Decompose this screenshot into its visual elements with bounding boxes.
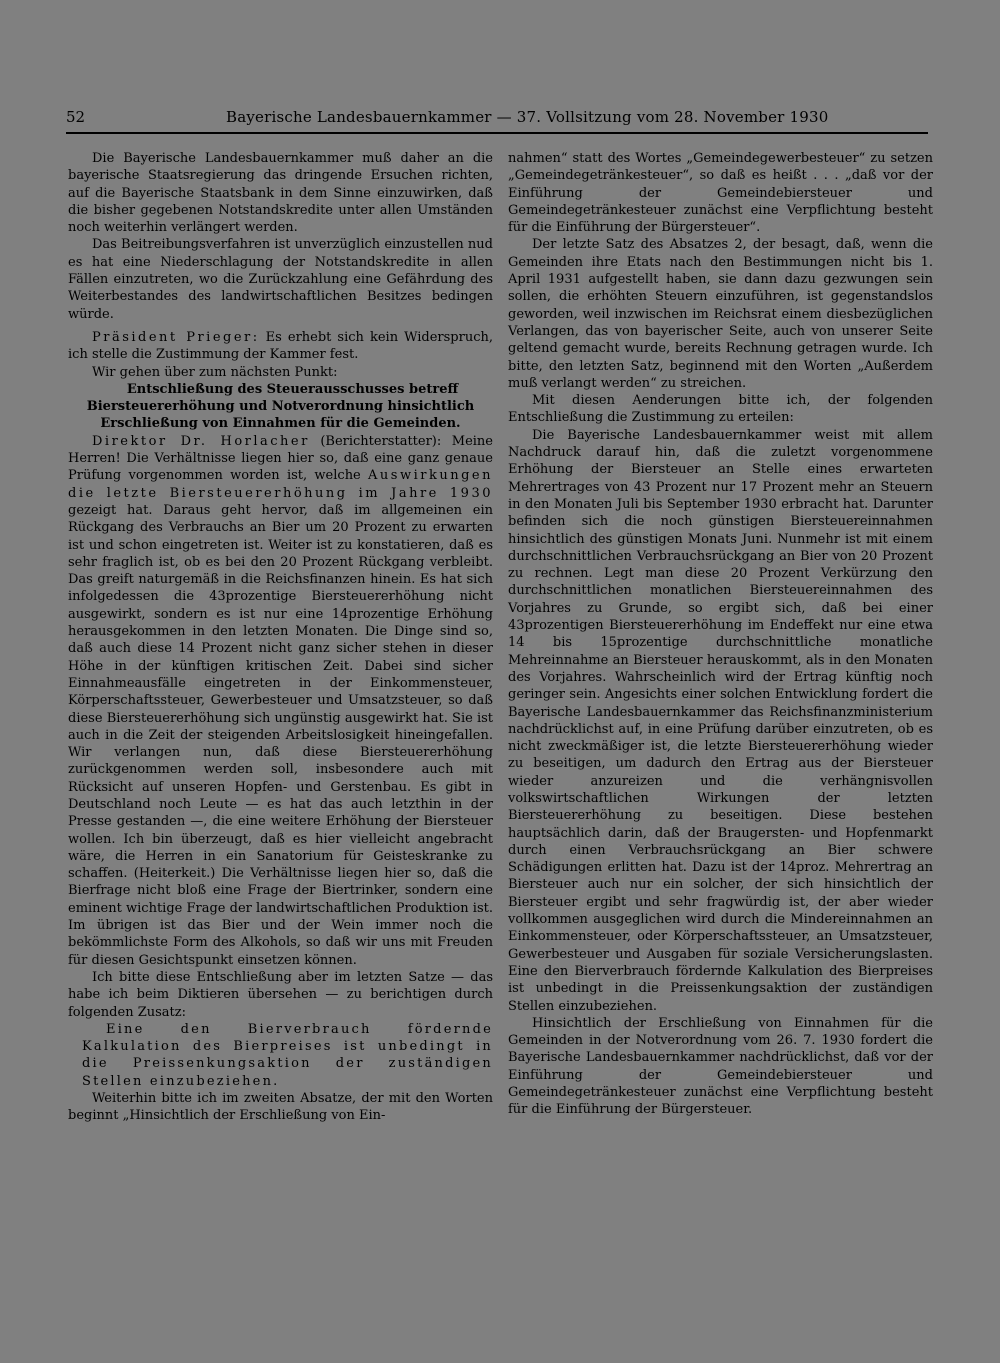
speaker-text: Es erhebt sich kein Widerspruch, ich stelle die Zustimmung der Kammer fest. bbox=[68, 329, 493, 363]
left-column bbox=[68, 150, 493, 1125]
page-header bbox=[66, 106, 928, 134]
paragraph bbox=[68, 329, 493, 364]
paragraph: Die Bayerische Landesbauernkammer weist mit allem Nachdruck darauf hin, daß die zuletzt vorgenommene Erhöhung der Biersteuer an Stelle eines erwarteten Mehrertrages von 43 Prozent nur 17 Prozent mehr an Steuern in den Monaten Juli bis September 1930 erbracht hat. Darunter befinden sich die noch günstigen Biersteuereinnahmen hinsichtlich des günstigen Monats Juni. Nunmehr ist mit einem durchschnittlichen Verbrauchsrückgang an Bier von 20 Prozent zu rechnen. Legt man diese 20 Prozent Verkürzung den durchschnittlichen monatlichen Biersteuereinnahmen des Vorjahres zu Grunde, so ergibt sich, daß bei einer 43prozentigen Biersteuererhöhung im Endeffekt nur eine etwa 14 bis 15prozentige durchschnittliche monatliche Mehreinnahme an Biersteuer herauskommt, als in den Monaten des Vorjahres. Wahrscheinlich wird der Ertrag künftig noch geringer sein. Angesichts einer solchen Entwicklung fordert die Bayerische Landesbauernkammer das Reichsfinanzministerium nachdrücklichst auf, in eine Prüfung darüber einzutreten, ob es nicht zweckmäßiger ist, die letzte Biersteuererhöhung wieder zu beseitigen, um dadurch den Ertrag aus der Biersteuer wieder anzureizen und die verhängnisvollen volkswirtschaftlichen Wirkungen der letzten Biersteuererhöhung zu beseitigen. Diese bestehen hauptsächlich darin, daß der Braugersten- und Hopfenmarkt durch einen Verbrauchsrückgang an Bier schwere Schädigungen erlitten hat. Dazu ist der 14proz. Mehrertrag an Biersteuer auch nur ein solcher, der sich hinsichtlich der Biersteuer ergibt und sehr fragwürdig ist, der aber wieder vollkommen ausgeglichen wird durch die Mindereinnahmen an Einkommensteuer, oder Körperschaftssteuer, an Umsatzsteuer, Gewerbesteuer und Ausgaben für soziale Versicherungslasten. Eine den Bierverbrauch fördernde Kalkulation des Bierpreises ist unbedingt in die Preissenkungsaktion der zuständigen Stellen einzubeziehen. bbox=[508, 427, 933, 1014]
emphasized-text: Auswirkungen die letzte Biersteuererhöhung im Jahre 1930 bbox=[68, 468, 493, 501]
section-heading: Entschließung des Steuerausschusses betreff Biersteuererhöhung und Notverordnung hinsichtlich Erschließung von Einnahmen für die Gemeinden. bbox=[86, 381, 475, 432]
paragraph: Das Beitreibungsverfahren ist unverzüglich einzustellen nud es hat eine Niederschlagung der Notstandskredite in allen Fällen einzutreten, wo die Zurückzahlung eine Gefährdung des Weiterbestandes des landwirtschaftlichen Besitzes bedingen würde. bbox=[68, 237, 493, 322]
paragraph bbox=[68, 433, 493, 969]
paragraph: Ich bitte diese Entschließung aber im letzten Satze — das habe ich beim Diktieren übersehen — zu berichtigen durch folgenden Zusatz: bbox=[68, 969, 493, 1020]
paragraph: Die Bayerische Landesbauernkammer muß daher an die bayerische Staatsregierung das dringende Ersuchen richten, auf die Bayerische Staatsbank in dem Sinne einzuwirken, daß die bisher gegebenen Notstandskredite unter allen Umständen noch weiterhin verlängert werden. bbox=[68, 151, 493, 236]
speaker-name: Präsident Prieger: bbox=[92, 329, 260, 345]
speaker-text: (Berichterstatter): Meine Herren! Die Verhältnisse liegen hier so, daß eine ganz genaue Prüfung vorgenommen worden ist, welche bbox=[68, 433, 493, 484]
paragraph: Weiterhin bitte ich im zweiten Absatze, der mit den Worten beginnt „Hinsichtlich der Erschließung von Ein- bbox=[68, 1091, 493, 1124]
quoted-addition: Eine den Bierverbrauch fördernde Kalkulation des Bierpreises ist unbedingt in die Preissenkungsaktion der zuständigen Stellen einzubeziehen. bbox=[82, 1021, 493, 1089]
paragraph: Wir gehen über zum nächsten Punkt: bbox=[92, 364, 338, 380]
running-title: Bayerische Landesbauernkammer — 37. Vollsitzung vom 28. November 1930 bbox=[226, 108, 829, 126]
paragraph: Hinsichtlich der Erschließung von Einnahmen für die Gemeinden in der Notverordnung vom 26. 7. 1930 fordert die Bayerische Landesbauernkammer nachdrücklichst, daß vor der Einführung der Gemeindebiersteuer und Gemeindegetränkesteuer zunächst eine Verpflichtung besteht für die Einführung der Bürgersteuer. bbox=[508, 1015, 933, 1118]
paragraph: nahmen“ statt des Wortes „Gemeindegewerbesteuer“ zu setzen „Gemeindegetränkesteuer“, so daß es heißt . . . „daß vor der Einführung der Gemeindebiersteuer und Gemeindegetränkesteuer zunächst eine Verpflichtung besteht für die Einführung der Bürgersteuer“. bbox=[508, 151, 933, 236]
speaker-text: gezeigt hat. Daraus geht hervor, daß im allgemeinen ein Rückgang des Verbrauchs an Bier um 20 Prozent zu erwarten ist und schon eingetreten ist. Weiter ist zu konstatieren, daß es sehr fraglich ist, ob es bei den 20 Prozent Rückgang verbleibt. Das greift naturgemäß in die Reichsfinanzen hinein. Es hat sich infolgedessen die 43prozentige Biersteuererhöhung nicht ausgewirkt, sondern es ist nur eine 14prozentige Erhöhung herausgekommen in den letzten Monaten. Die Dinge sind so, daß auch diese 14 Prozent nicht ganz sicher stehen in dieser Höhe in der künftigen kritischen Zeit. Dabei sind sicher Einnahmeausfälle eingetreten in der Einkommensteuer, Körperschaftssteuer, Gewerbesteuer und Umsatzsteuer, so daß diese Biersteuererhöhung sich ungünstig ausgewirkt hat. Sie ist auch in die Zeit der steigenden Arbeitslosigkeit hineingefallen. Wir verlangen nun, daß diese Biersteuererhöhung zurückgenommen werden soll, insbesondere auch mit Rücksicht auf unseren Hopfen- und Gerstenbau. Es gibt in Deutschland noch Leute — es hat das auch letzthin in der Presse gestanden —, die eine weitere Erhöhung der Biersteuer wollen. Ich bin überzeugt, daß es hier vielleicht angebracht wäre, die Herren in ein Sanatorium für Geisteskranke zu schaffen. (Heiterkeit.) Die Verhältnisse liegen hier so, daß die Bierfrage nicht bloß eine Frage der Biertrinker, sondern eine eminent wichtige Frage der landwirtschaftlichen Produktion ist. Im übrigen ist das Bier und der Wein immer noch die bekömmlichste Form des Alkohols, so daß wir uns mit Freuden für diesen Gesichtspunkt einsetzen können. bbox=[68, 502, 493, 968]
speaker-name: Direktor Dr. Horlacher bbox=[92, 433, 310, 449]
paragraph: Der letzte Satz des Absatzes 2, der besagt, daß, wenn die Gemeinden ihre Etats nach den Bestimmungen nicht bis 1. April 1931 aufgestellt haben, sie dann dazu gezwungen sein sollen, die erhöhten Steuern einzuführen, ist gegenstandslos geworden, weil inzwischen im Reichsrat einem diesbezüglichen Verlangen, das von bayerischer Seite, auch von unserer Seite geltend gemacht wurde, bereits Rechnung getragen wurde. Ich bitte, den letzten Satz, beginnend mit den Worten „Außerdem muß verlangt werden“ zu streichen. bbox=[508, 237, 933, 391]
page-number: 52 bbox=[66, 108, 86, 126]
paragraph: Mit diesen Aenderungen bitte ich, der folgenden Entschließung die Zustimmung zu erteilen: bbox=[508, 393, 933, 426]
right-column bbox=[508, 150, 933, 1119]
